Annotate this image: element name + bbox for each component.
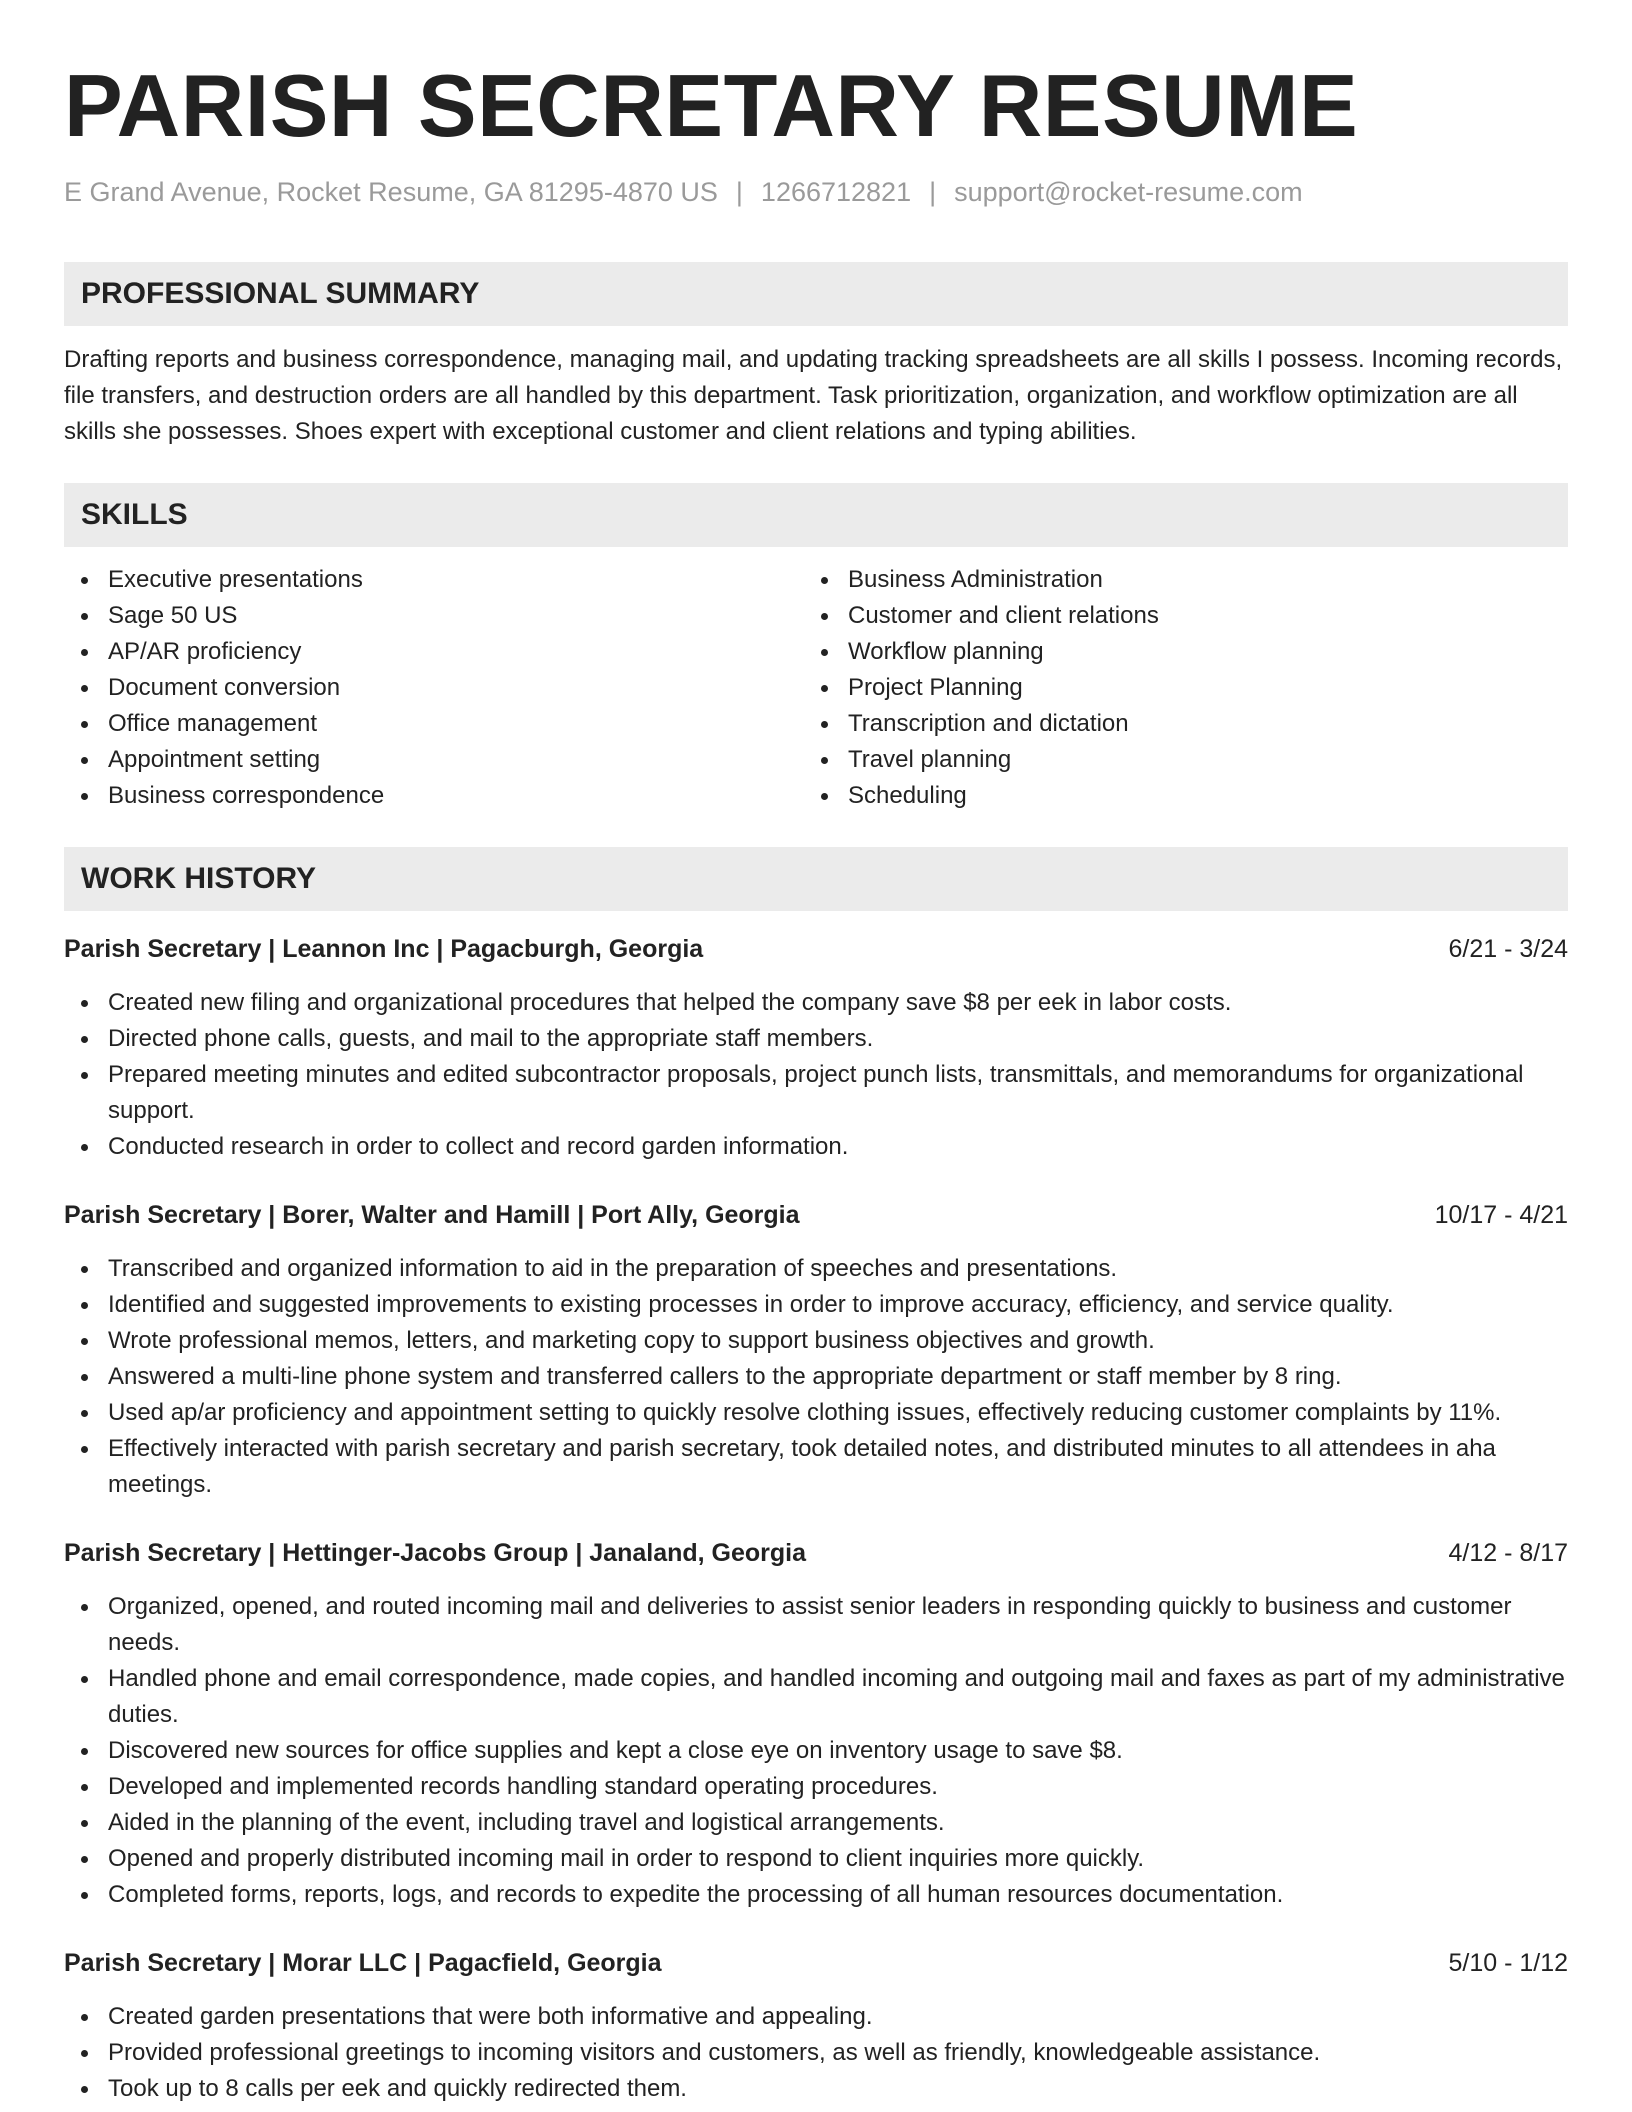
skill-item: Appointment setting — [64, 742, 804, 778]
skill-item: AP/AR proficiency — [64, 634, 804, 670]
job-bullet: Conducted research in order to collect and record garden information. — [64, 1129, 1568, 1165]
job-bullets — [64, 1251, 1568, 1503]
summary-heading: PROFESSIONAL SUMMARY — [64, 262, 1568, 326]
job-bullets — [64, 985, 1568, 1165]
job-dates: 6/21 - 3/24 — [1448, 935, 1568, 963]
job-entry — [64, 1945, 1568, 2107]
job-bullet: Handled phone and email correspondence, made copies, and handled incoming and outgoing mail and faxes as part of my administrative duties. — [64, 1661, 1568, 1733]
skill-item: Transcription and dictation — [804, 706, 1544, 742]
skill-item: Scheduling — [804, 778, 1544, 814]
job-bullets — [64, 1589, 1568, 1913]
job-header — [64, 1197, 1568, 1233]
job-bullet: Wrote professional memos, letters, and marketing copy to support business objectives and growth. — [64, 1323, 1568, 1359]
skill-item: Business correspondence — [64, 778, 804, 814]
job-bullets — [64, 1999, 1568, 2107]
skill-item: Sage 50 US — [64, 598, 804, 634]
job-header — [64, 1945, 1568, 1981]
job-bullet: Prepared meeting minutes and edited subcontractor proposals, project punch lists, transmittals, and memorandums for organizational support. — [64, 1057, 1568, 1129]
skills-heading: SKILLS — [64, 483, 1568, 547]
job-bullet: Provided professional greetings to incoming visitors and customers, as well as friendly, knowledgeable assistance. — [64, 2035, 1568, 2071]
job-header — [64, 1535, 1568, 1571]
job-entry — [64, 1535, 1568, 1913]
job-bullet: Completed forms, reports, logs, and records to expedite the processing of all human resources documentation. — [64, 1877, 1568, 1913]
skill-item: Workflow planning — [804, 634, 1544, 670]
job-bullet: Opened and properly distributed incoming mail in order to respond to client inquiries more quickly. — [64, 1841, 1568, 1877]
job-dates: 5/10 - 1/12 — [1448, 1949, 1568, 1977]
skills-columns — [64, 562, 1568, 814]
resume-title: PARISH SECRETARY RESUME — [64, 56, 1359, 155]
job-dates: 4/12 - 8/17 — [1448, 1539, 1568, 1567]
skill-item: Customer and client relations — [804, 598, 1544, 634]
job-bullet: Aided in the planning of the event, including travel and logistical arrangements. — [64, 1805, 1568, 1841]
job-title: Parish Secretary | Leannon Inc | Pagacburgh, Georgia — [64, 935, 704, 963]
contact-separator: | — [735, 177, 743, 207]
skill-item: Office management — [64, 706, 804, 742]
job-bullet: Used ap/ar proficiency and appointment setting to quickly resolve clothing issues, effectively reducing customer complaints by 11%. — [64, 1395, 1568, 1431]
summary-text: Drafting reports and business correspondence, managing mail, and updating tracking spreadsheets are all skills I possess. Incoming records, file transfers, and destruction orders are all handled by this department. Task prioritization, organization, and workflow optimization are all skills she possesses. Shoes expert with exceptional customer and client relations and typing abilities. — [64, 346, 1563, 445]
skills-left-list — [64, 562, 804, 814]
job-bullet: Created garden presentations that were both informative and appealing. — [64, 1999, 1568, 2035]
work-history-list — [64, 931, 1568, 2107]
skill-item: Project Planning — [804, 670, 1544, 706]
job-title: Parish Secretary | Borer, Walter and Hamill | Port Ally, Georgia — [64, 1201, 800, 1229]
job-bullet: Answered a multi-line phone system and transferred callers to the appropriate department or staff member by 8 ring. — [64, 1359, 1568, 1395]
job-bullet: Transcribed and organized information to aid in the preparation of speeches and presentations. — [64, 1251, 1568, 1287]
job-bullet: Created new filing and organizational procedures that helped the company save $8 per eek in labor costs. — [64, 985, 1568, 1021]
contact-separator: | — [929, 177, 937, 207]
job-bullet: Directed phone calls, guests, and mail to the appropriate staff members. — [64, 1021, 1568, 1057]
job-entry — [64, 931, 1568, 1165]
skill-item: Document conversion — [64, 670, 804, 706]
job-header — [64, 931, 1568, 967]
skills-right-list — [804, 562, 1544, 814]
work-history-heading: WORK HISTORY — [64, 847, 1568, 911]
job-bullet: Discovered new sources for office supplies and kept a close eye on inventory usage to save $8. — [64, 1733, 1568, 1769]
phone-text: 1266712821 — [760, 177, 912, 207]
skill-item: Executive presentations — [64, 562, 804, 598]
skill-item: Travel planning — [804, 742, 1544, 778]
job-bullet: Effectively interacted with parish secretary and parish secretary, took detailed notes, and distributed minutes to all attendees in aha meetings. — [64, 1431, 1568, 1503]
contact-line — [64, 174, 1568, 210]
address-text: E Grand Avenue, Rocket Resume, GA 81295-4870 US — [64, 177, 718, 207]
job-bullet: Took up to 8 calls per eek and quickly redirected them. — [64, 2071, 1568, 2107]
job-bullet: Organized, opened, and routed incoming mail and deliveries to assist senior leaders in responding quickly to business and customer needs. — [64, 1589, 1568, 1661]
job-title: Parish Secretary | Morar LLC | Pagacfield, Georgia — [64, 1949, 662, 1977]
job-dates: 10/17 - 4/21 — [1434, 1201, 1568, 1229]
job-bullet: Identified and suggested improvements to existing processes in order to improve accuracy, efficiency, and service quality. — [64, 1287, 1568, 1323]
job-title: Parish Secretary | Hettinger-Jacobs Group | Janaland, Georgia — [64, 1539, 807, 1567]
job-bullet: Developed and implemented records handling standard operating procedures. — [64, 1769, 1568, 1805]
skill-item: Business Administration — [804, 562, 1544, 598]
job-entry — [64, 1197, 1568, 1503]
email-link[interactable]: support@rocket-resume.com — [954, 177, 1303, 207]
